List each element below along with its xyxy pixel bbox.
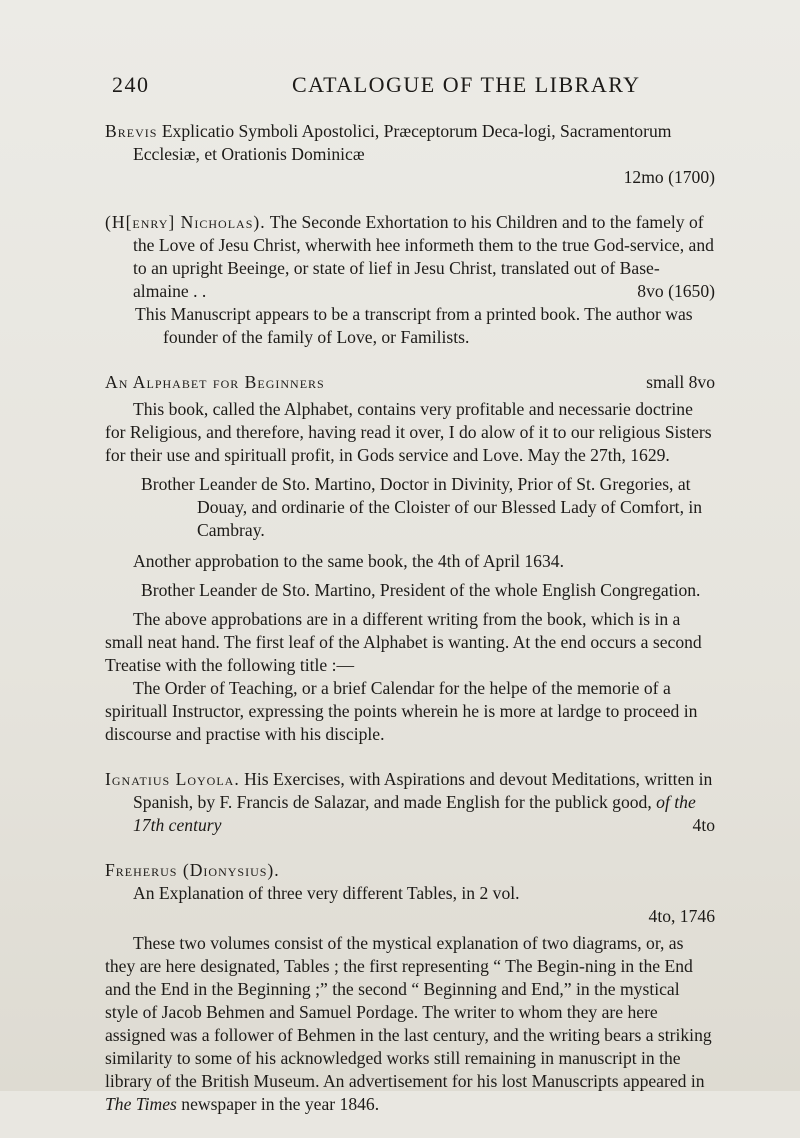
entry-author: Brevis [105,121,158,141]
entry-format: 4to, 1746 [648,906,715,926]
entry-format: 12mo (1700) [623,167,715,187]
newspaper-title: The Times [105,1094,177,1114]
approbation-text-2: Another approbation to the same book, the 4th of April 1634. [133,551,564,571]
entry-format: small 8vo [646,372,715,392]
entry-note: The above approbations are in a different writing from the book, which is in a small neat hand. The first leaf of the Alphabet is wanting. At the end occurs a second Treatise with the following title :— [105,609,702,675]
entry-title: The Seconde Exhortation to his Children and to the famely of the Love of Jesu Christ, wherwith hee informeth them to the true God-service, and to an upright Beeinge, or state of lief in Jesu Christ, translated out of Base-almaine [133,212,714,301]
page-number: 240 [112,72,150,97]
entry-author: Freherus (Dionysius). [105,860,280,880]
entry-brevis [105,120,715,189]
entry-note-end: newspaper in the year 1846. [181,1094,380,1114]
entry-title: An Explanation of three very different Tables, in 2 vol. [133,883,520,903]
entry-dots: . . [193,281,207,301]
catalogue-body [105,120,715,1138]
entry-format: 8vo (1650) [637,281,715,301]
entry-title: Explicatio Symboli Apostolici, Præceptorum Deca-logi, Sacramentorum Ecclesiæ, et Orationis Dominicæ [133,121,672,164]
second-treatise-title: The Order of Teaching, or a brief Calendar for the helpe of the memorie of a spirituall Instructor, expressing the points wherein he is more at lardge to proceed in discourse and practise with his disciple. [105,678,698,744]
running-title: CATALOGUE OF THE LIBRARY [292,72,641,97]
entry-nicholas [105,211,715,349]
entry-date-note: of the 17th century [133,792,696,835]
entry-note: These two volumes consist of the mystical explanation of two diagrams, or, as they are here designated, Tables ; the first representing “ The Begin-ning in the End and the End in the Beginning ;” the second “ Beginning and End,” in the mystical style of Jacob Behmen and Samuel Pordage. The writer to whom they are here assigned was a follower of Behmen in the last century, and the writing bears a striking similarity to some of his acknowledged works still remaining in manuscript in the library of the British Museum. An advertisement for his lost Manuscripts appeared in [105,933,712,1091]
entry-author: Ignatius Loyola. [105,769,240,789]
entry-loyola: Ignatius Loyola. His Exercises, with Aspirations and devout Meditations, written in Spanish, by F. Francis de Salazar, and made English for the publick good, of the 17th century 4to [105,769,715,835]
approbation-signature: Brother Leander de Sto. Martino, Doctor in Divinity, Prior of St. Gregories, at Douay, and ordinarie of the Cloister of our Blessed Lady of Comfort, in Cambray. [141,474,703,540]
entry-note: This Manuscript appears to be a transcript from a printed book. The author was founder of the family of Love, or Familists. [135,304,693,347]
entry-freherus [105,859,715,1116]
entry-alphabet [105,371,715,746]
approbation-text: This book, called the Alphabet, contains very profitable and necessarie doctrine for Religious, and therefore, having read it over, I do alow of it to our religious Sisters for their use and spirituall profit, in Gods service and Love. May the 27th, 1629. [105,399,712,465]
entry-title: His Exercises, with Aspirations and devout Meditations, written in Spanish, by F. Francis de Salazar, and made English for the publick good, [133,769,713,812]
entry-author: An Alphabet for Beginners [105,372,325,392]
approbation-signature-2: Brother Leander de Sto. Martino, President of the whole English Congregation. [141,580,701,600]
entry-author: (H[enry] Nicholas). [105,212,266,232]
